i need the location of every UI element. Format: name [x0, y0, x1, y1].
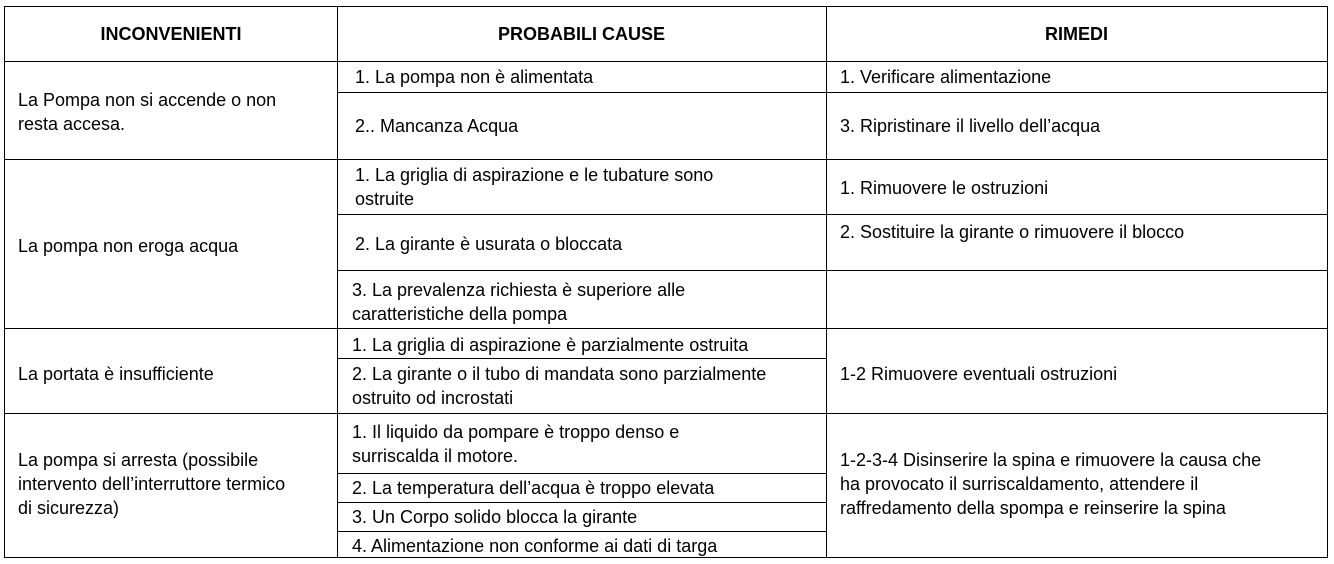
cell-divider: [337, 214, 1328, 215]
column-divider: [826, 6, 827, 558]
row-divider: [4, 61, 1328, 62]
problem-cell: La pompa si arresta (possibile intervento dell’interruttore termico di sicurezza): [18, 450, 286, 518]
cause-cell: 4. Alimentazione non conforme ai dati di targa: [352, 536, 718, 556]
row-divider: [4, 159, 1328, 160]
cause-cell: 2.. Mancanza Acqua: [355, 116, 519, 136]
cause-cell: 2. La girante o il tubo di mandata sono parzialmente ostruito od incrostati: [352, 364, 767, 408]
cell-divider: [337, 358, 827, 359]
column-divider: [337, 6, 338, 558]
cause-cell: 3. Un Corpo solido blocca la girante: [352, 507, 638, 527]
table-border-bottom: [4, 557, 1328, 558]
header-inconvenienti: INCONVENIENTI: [100, 24, 242, 44]
cell-divider: [337, 473, 827, 474]
remedy-cell: 1. Rimuovere le ostruzioni: [840, 178, 1049, 198]
cell-divider: [337, 531, 827, 532]
table-border-left: [4, 6, 5, 558]
cause-cell: 1. La griglia di aspirazione è parzialmente ostruita: [352, 335, 749, 355]
table-border-top: [4, 6, 1328, 7]
remedy-cell: 1. Verificare alimentazione: [840, 67, 1052, 87]
row-divider: [4, 413, 1328, 414]
cause-cell: 2. La girante è usurata o bloccata: [355, 234, 623, 254]
row-divider: [4, 328, 1328, 329]
problem-cell: La Pompa non si accende o non resta accesa.: [18, 90, 277, 134]
cell-divider: [337, 92, 1328, 93]
remedy-cell: 3. Ripristinare il livello dell’acqua: [840, 116, 1101, 136]
cause-cell: 3. La prevalenza richiesta è superiore alle caratteristiche della pompa: [352, 280, 686, 324]
problem-cell: La pompa non eroga acqua: [18, 236, 239, 256]
table-border-right: [1327, 6, 1328, 558]
cell-divider: [337, 502, 827, 503]
cause-cell: 1. La griglia di aspirazione e le tubature sono ostruite: [355, 165, 714, 209]
cause-cell: 2. La temperatura dell’acqua è troppo elevata: [352, 478, 715, 498]
remedy-cell: 2. Sostituire la girante o rimuovere il blocco: [840, 222, 1185, 242]
cell-divider: [337, 270, 1327, 271]
header-rimedi: RIMEDI: [1045, 24, 1108, 44]
remedy-cell: 1-2 Rimuovere eventuali ostruzioni: [840, 364, 1118, 384]
remedy-cell: 1-2-3-4 Disinserire la spina e rimuovere la causa che ha provocato il surriscaldamento, attendere il raffredamento della spompa e reinserire la spina: [840, 450, 1262, 518]
cause-cell: 1. Il liquido da pompare è troppo denso e surriscalda il motore.: [352, 422, 680, 466]
header-probabili-cause: PROBABILI CAUSE: [497, 24, 665, 44]
problem-cell: La portata è insufficiente: [18, 364, 214, 384]
cause-cell: 1. La pompa non è alimentata: [355, 67, 594, 87]
